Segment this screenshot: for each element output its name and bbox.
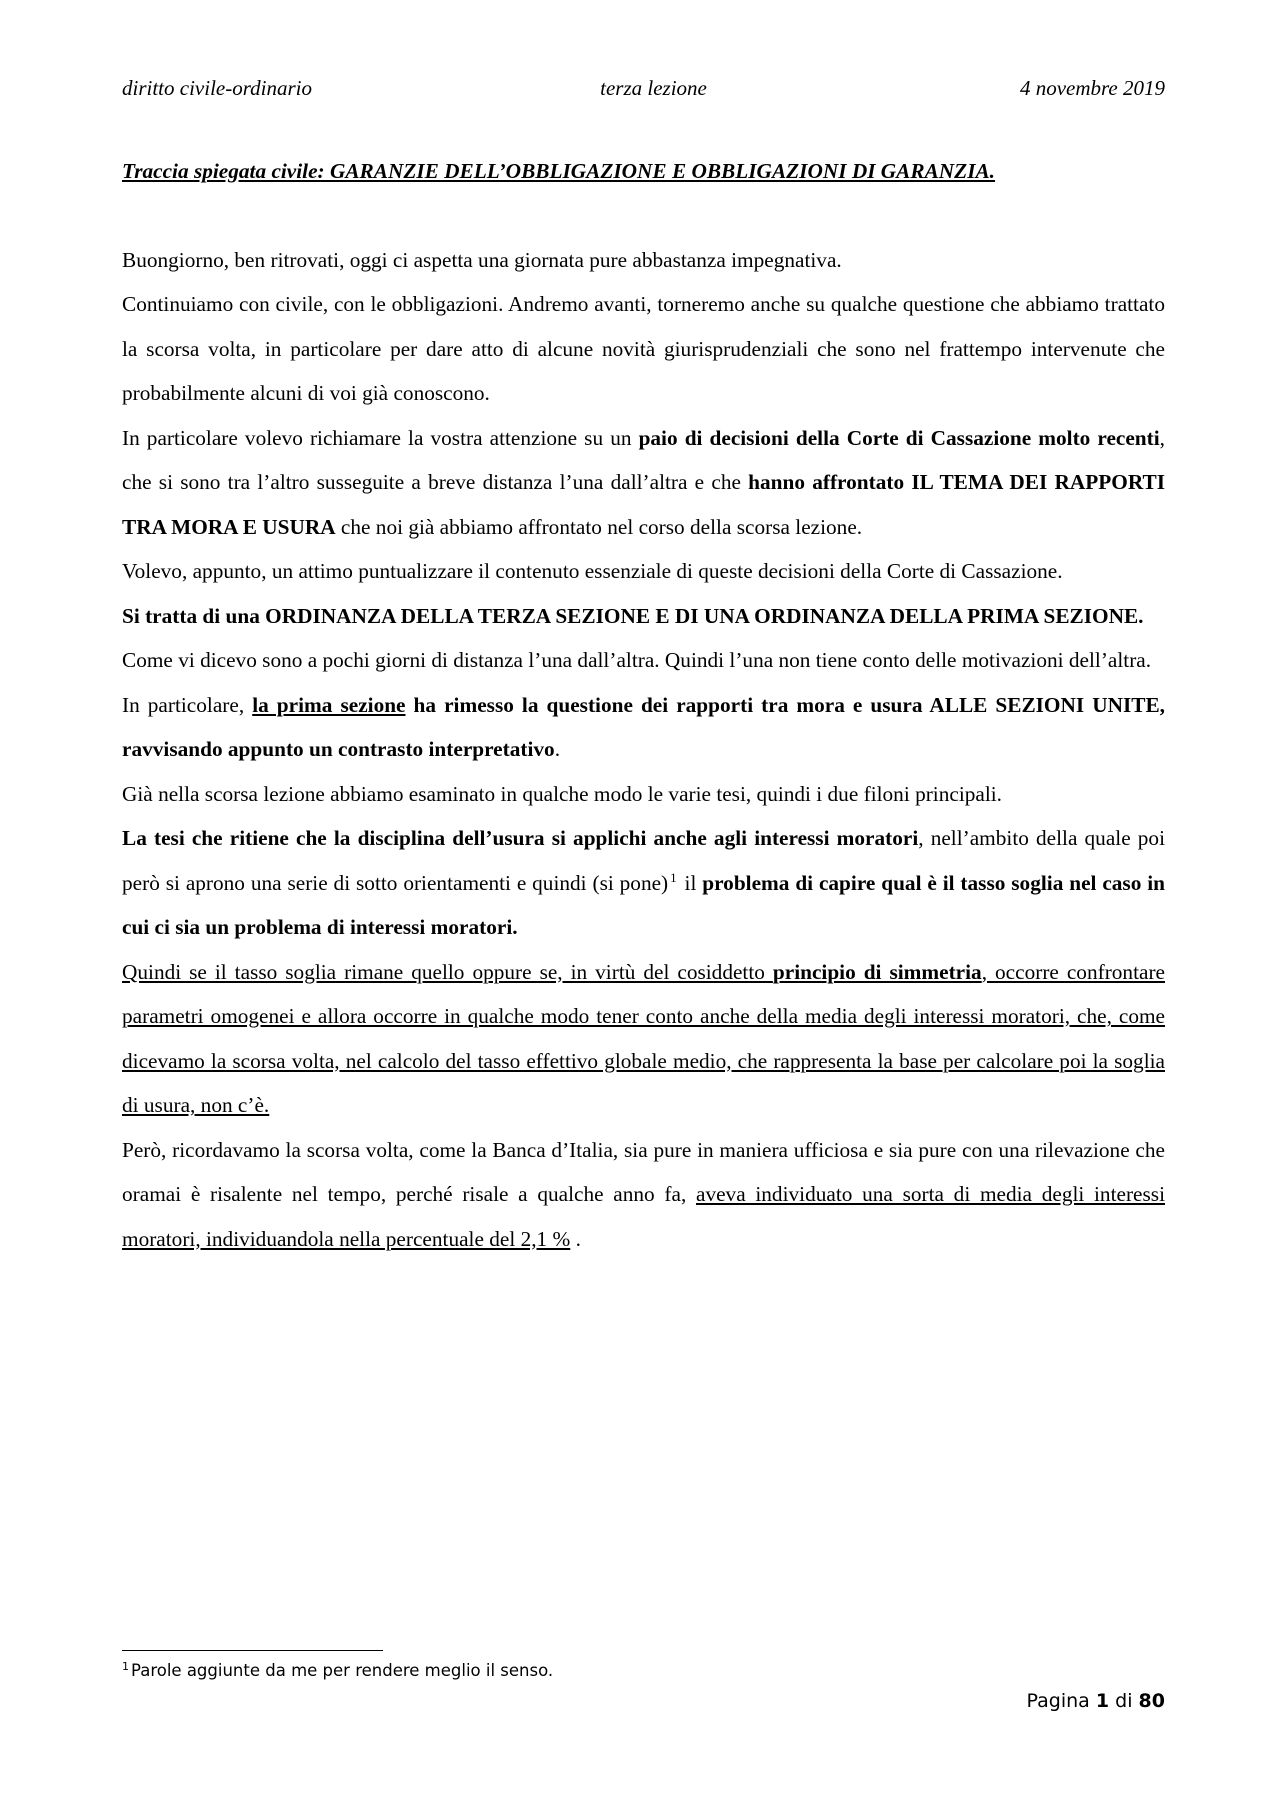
header-date: 4 novembre 2019: [1019, 76, 1165, 100]
footnote-text: Parole aggiunte da me per rendere meglio il senso.: [131, 1661, 554, 1680]
paragraph: [122, 416, 1165, 550]
bold-text: La tesi che ritiene che la disciplina dell’usura si applichi anche agli interessi moratori: [122, 826, 919, 850]
text-run: , che si sono tra l’altro susseguite a breve distanza l’una dall’altra e che: [122, 425, 1165, 494]
header-course: diritto civile-ordinario: [122, 76, 312, 100]
footnote-number: 1: [122, 1660, 129, 1673]
footnote-separator: [122, 1650, 383, 1651]
bold-text: hanno affrontato IL TEMA DEI RAPPORTI TRA MORA E USURA: [122, 470, 1165, 539]
paragraph: [122, 816, 1165, 950]
page-of: di: [1115, 1690, 1133, 1712]
bold-text: ha rimesso la questione dei rapporti tra mora e usura ALLE SEZIONI UNITE, ravvisando appunto un contrasto interpretativo: [122, 692, 1165, 761]
paragraph: Continuiamo con civile, con le obbligazioni. Andremo avanti, torneremo anche su qualche questione che abbiamo trattato la scorsa volta, in particolare per dare atto di alcune novità giurisprudenziali che sono nel frattempo intervenute che probabilmente alcuni di voi già conoscono.: [122, 292, 1165, 405]
paragraph: Buongiorno, ben ritrovati, oggi ci aspetta una giornata pure abbastanza impegnativa.: [122, 247, 842, 272]
page-number: [1027, 1690, 1165, 1712]
text-run: In particolare,: [122, 692, 253, 717]
text-run: che noi già abbiamo affrontato nel corso della scorsa lezione.: [335, 514, 863, 539]
current-page: 1: [1095, 1690, 1110, 1712]
page-label: Pagina: [1026, 1690, 1090, 1712]
underlined-paragraph: [122, 950, 1165, 1128]
document-title: Traccia spiegata civile: GARANZIE DELL’OBBLIGAZIONE E OBBLIGAZIONI DI GARANZIA.: [122, 159, 996, 183]
total-pages: 80: [1138, 1690, 1165, 1712]
bold-text: paio di decisioni della Corte di Cassazione molto recenti: [638, 425, 1160, 450]
bold-underlined-text: la prima sezione: [252, 692, 406, 717]
bold-text: problema di capire qual è il tasso soglia nel caso in cui ci sia un problema di interessi moratori.: [122, 870, 1166, 939]
text-run: , nell’ambito della quale poi però si aprono una serie di sotto orientamenti e quindi (si pone): [122, 826, 1165, 895]
text-run: Però, ricordavamo la scorsa volta, come la Banca d’Italia, sia pure in maniera ufficiosa e sia pure con una rilevazione che oramai è risalente nel tempo, perché risale a qualche anno fa,: [122, 1137, 1165, 1206]
document-body: [122, 149, 1165, 1261]
paragraph: Come vi dicevo sono a pochi giorni di distanza l’una dall’altra. Quindi l’una non tiene conto delle motivazioni dell’altra.: [122, 648, 1152, 672]
paragraph: Già nella scorsa lezione abbiamo esaminato in qualche modo le varie tesi, quindi i due filoni principali.: [122, 781, 1003, 806]
underlined-text: aveva individuato una sorta di media degli interessi moratori, individuandola nella percentuale del 2,1 %: [122, 1182, 1165, 1251]
footnote-reference[interactable]: 1: [670, 869, 677, 885]
text-run: .: [554, 737, 561, 761]
header-lesson: terza lezione: [600, 76, 707, 100]
footnote: [122, 1660, 553, 1680]
text-run: In particolare volevo richiamare la vostra attenzione su un: [122, 425, 639, 450]
bold-text: principio di simmetria: [772, 959, 982, 984]
paragraph: [122, 683, 1165, 772]
paragraph: [122, 1128, 1165, 1262]
text-run: il: [678, 870, 703, 895]
text-run: Quindi se il tasso soglia rimane quello oppure se, in virtù del cosiddetto: [122, 959, 773, 984]
paragraph: Volevo, appunto, un attimo puntualizzare il contenuto essenziale di queste decisioni della Corte di Cassazione.: [122, 559, 1063, 583]
text-run: .: [570, 1226, 581, 1251]
bold-paragraph: Si tratta di una ORDINANZA DELLA TERZA SEZIONE E DI UNA ORDINANZA DELLA PRIMA SEZIONE.: [122, 603, 1144, 628]
text-run: , occorre confrontare parametri omogenei e allora occorre in qualche modo tener conto anche della media degli interessi moratori, che, come dicevamo la scorsa volta, nel calcolo del tasso effettivo globale medio, che rappresenta la base per calcolare poi la soglia di usura, non c’è.: [122, 959, 1165, 1117]
page-header: [122, 76, 1165, 106]
